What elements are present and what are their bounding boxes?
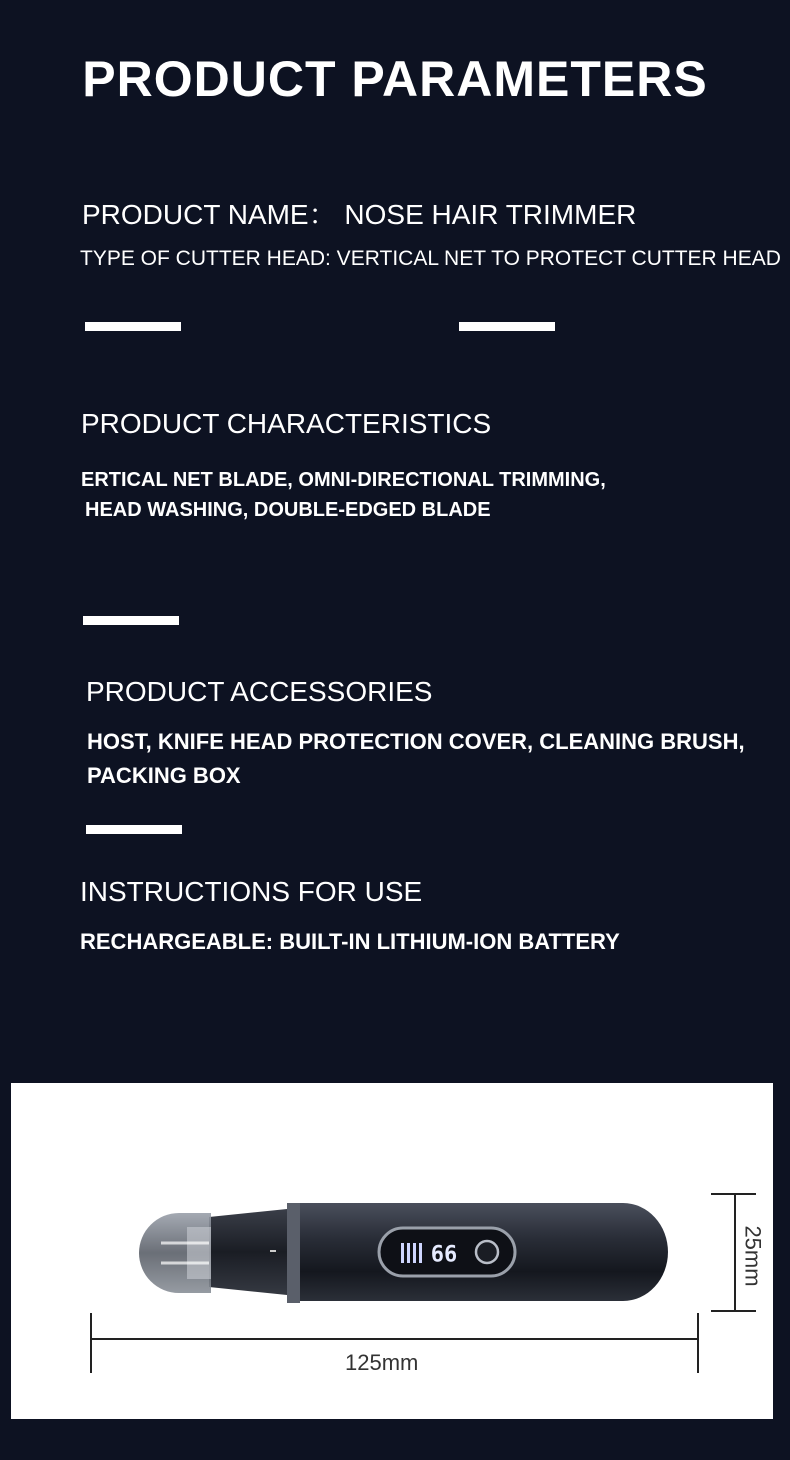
divider-bar	[86, 825, 182, 834]
product-name-line: PRODUCT NAME： NOSE HAIR TRIMMER	[82, 199, 637, 230]
product-image-panel	[11, 1083, 773, 1419]
accessories-heading: PRODUCT ACCESSORIES	[86, 676, 433, 707]
page-title: PRODUCT PARAMETERS	[82, 51, 708, 107]
characteristics-line-1: ERTICAL NET BLADE, OMNI-DIRECTIONAL TRIMMING,	[81, 469, 606, 491]
battery-display-value: 99	[430, 1239, 458, 1264]
cutter-head-line: TYPE OF CUTTER HEAD: VERTICAL NET TO PROTECT CUTTER HEAD	[80, 247, 781, 270]
instructions-line-1: RECHARGEABLE: BUILT-IN LITHIUM-ION BATTERY	[80, 929, 620, 954]
divider-bar	[83, 616, 179, 625]
characteristics-heading: PRODUCT CHARACTERISTICS	[81, 408, 492, 439]
characteristics-line-2: HEAD WASHING, DOUBLE-EDGED BLADE	[85, 499, 491, 521]
accessories-line-1: HOST, KNIFE HEAD PROTECTION COVER, CLEANING BRUSH,	[87, 729, 745, 754]
diameter-label: 25mm	[740, 1225, 766, 1287]
divider-bar	[459, 322, 555, 331]
length-label: 125mm	[345, 1350, 419, 1375]
accessories-line-2: PACKING BOX	[87, 763, 241, 788]
trimmer-ring	[287, 1203, 300, 1303]
divider-bar	[85, 322, 181, 331]
instructions-heading: INSTRUCTIONS FOR USE	[80, 876, 423, 907]
power-button-icon	[476, 1241, 498, 1263]
